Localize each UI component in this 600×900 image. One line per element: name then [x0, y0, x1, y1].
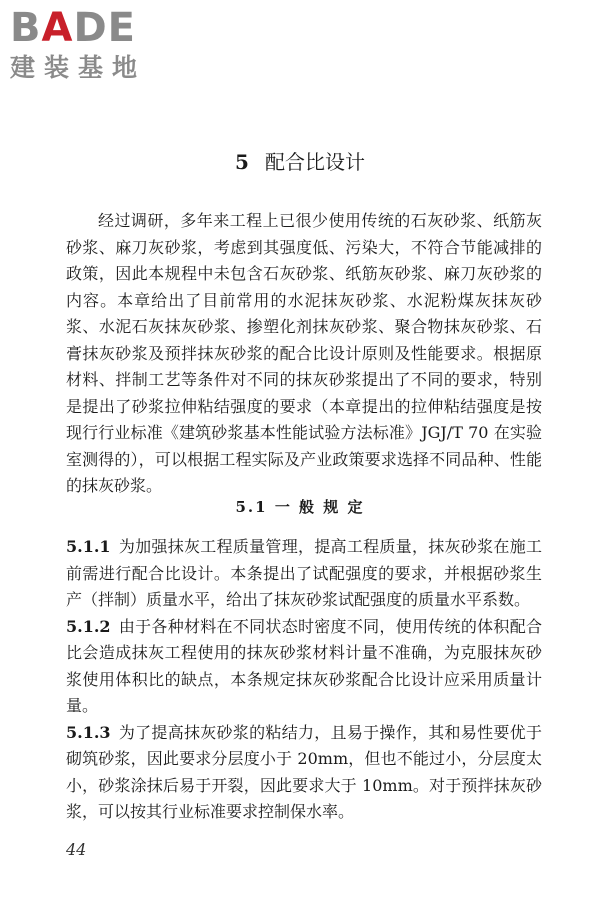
clause-number: 5.1.1	[66, 537, 111, 556]
chapter-name: 配合比设计	[264, 150, 365, 174]
clause-text: 为了提高抹灰砂浆的粘结力，且易于操作，其和易性要优于砌筑砂浆，因此要求分层度小于 20mm，但也不能过小，分层度太小，砂浆涂抹后易于开裂，因此要求大于 10mm。对于预拌抹灰砂浆，可以按其行业标准要求控制保水率。	[66, 722, 542, 821]
intro-paragraph: 经过调研，多年来工程上已很少使用传统的石灰砂浆、纸筋灰砂浆、麻刀灰砂浆，考虑到其强度低、污染大，不符合节能减排的政策，因此本规程中未包含石灰砂浆、纸筋灰砂浆、麻刀灰砂浆的内容。本章给出了目前常用的水泥抹灰砂浆、水泥粉煤灰抹灰砂浆、水泥石灰抹灰砂浆、掺塑化剂抹灰砂浆、聚合物抹灰砂浆、石膏抹灰砂浆及预拌抹灰砂浆的配合比设计原则及性能要求。根据原材料、拌制工艺等条件对不同的抹灰砂浆提出了不同的要求，特别是提出了砂浆拉伸粘结强度的要求（本章提出的拉伸粘结强度是按现行行业标准《建筑砂浆基本性能试验方法标准》JGJ/T 70 在实验室测得的），可以根据工程实际及产业政策要求选择不同品种、性能的抹灰砂浆。	[66, 211, 542, 495]
clause-list	[66, 534, 542, 826]
watermark-logo	[10, 4, 146, 84]
clause-5-1-1	[66, 534, 542, 614]
clause-number: 5.1.3	[66, 722, 111, 742]
clause-number: 5.1.2	[66, 616, 111, 636]
clause-5-1-2	[66, 614, 542, 720]
page-number: 44	[66, 840, 87, 859]
chapter-title	[0, 148, 600, 176]
logo-subtitle: 建装基地	[10, 53, 147, 82]
clause-text: 由于各种材料在不同状态时密度不同，使用传统的体积配合比会造成抹灰工程使用的抹灰砂浆材料计量不准确，为克服抹灰砂浆使用体积比的缺点，本条规定抹灰砂浆配合比设计应采用质量计量。	[66, 616, 542, 715]
clause-5-1-3	[66, 720, 542, 826]
clause-text: 为加强抹灰工程质量管理，提高工程质量，抹灰砂浆在施工前需进行配合比设计。本条提出了试配强度的要求，并根据砂浆生产（拌制）质量水平，给出了抹灰砂浆试配强度的质量水平系数。	[66, 537, 542, 609]
section-title: 5.1 一 般 规 定	[235, 498, 365, 516]
logo-wordmark: BADE	[10, 5, 136, 51]
chapter-number: 5	[235, 150, 249, 174]
